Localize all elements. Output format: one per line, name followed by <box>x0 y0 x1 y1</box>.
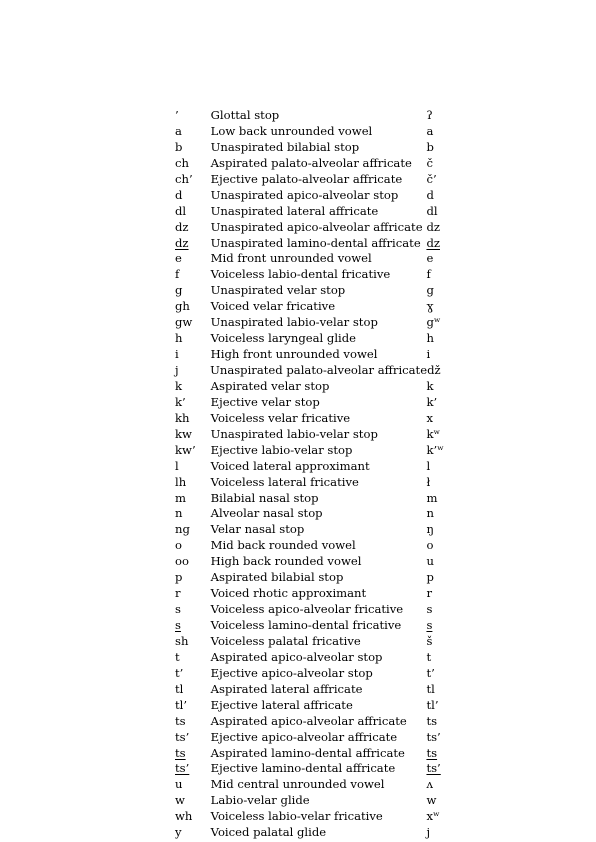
orthography-cell <box>175 427 211 443</box>
ipa-text: š <box>426 633 433 648</box>
table-row <box>175 506 465 522</box>
table-row <box>175 315 465 331</box>
table-row <box>175 108 465 124</box>
ipa-text: j <box>426 825 431 840</box>
table-row <box>175 283 465 299</box>
ipa-cell <box>426 491 465 507</box>
ipa-text: ts’ <box>426 729 441 744</box>
ipa-text: m <box>426 490 438 505</box>
orthography-text: k <box>175 378 183 393</box>
ipa-text: dž <box>427 363 441 377</box>
ipa-cell <box>426 554 465 570</box>
orthography-cell <box>175 602 211 618</box>
orthography-text: g <box>175 283 183 298</box>
description-cell: Ejective velar stop <box>210 394 320 409</box>
table-row <box>175 714 465 730</box>
table-row <box>175 538 465 554</box>
ipa-text: ʔ <box>426 108 433 122</box>
ipa-cell <box>426 475 465 491</box>
description-cell: Voiceless laryngeal glide <box>210 331 357 346</box>
table-row <box>175 204 465 220</box>
orthography-text: sh <box>175 633 189 648</box>
description-cell: Voiced rhotic approximant <box>210 586 367 601</box>
description-cell: Aspirated lateral affricate <box>210 681 363 696</box>
description-cell: Mid back rounded vowel <box>210 538 356 553</box>
table-row <box>175 650 465 666</box>
table-row <box>175 682 465 698</box>
ipa-cell <box>426 347 465 363</box>
phoneme-table <box>175 108 465 841</box>
ipa-cell <box>426 570 465 586</box>
ipa-text: ŋ <box>426 522 434 537</box>
orthography-text: dz <box>175 235 189 250</box>
table-row <box>175 730 465 746</box>
orthography-text: e <box>175 251 182 266</box>
ipa-cell <box>426 761 465 777</box>
table-row <box>175 443 465 459</box>
orthography-text: l <box>175 458 179 473</box>
table-row <box>175 347 465 363</box>
ipa-cell <box>427 363 465 379</box>
orthography-text: lh <box>175 474 187 489</box>
orthography-cell <box>175 666 211 682</box>
description-cell: Alveolar nasal stop <box>210 506 323 521</box>
orthography-cell <box>175 809 211 825</box>
orthography-cell <box>175 682 211 698</box>
orthography-text: d <box>175 187 183 202</box>
description-cell: Unaspirated apico-alveolar stop <box>210 187 399 202</box>
description-cell: Ejective labio-velar stop <box>210 442 353 457</box>
table-row <box>175 124 465 140</box>
orthography-text: tl <box>175 681 184 696</box>
table-row <box>175 411 465 427</box>
orthography-text: t’ <box>175 665 184 680</box>
orthography-cell <box>175 618 211 634</box>
orthography-cell <box>175 236 211 252</box>
orthography-text: ts’ <box>175 761 190 776</box>
orthography-text: s <box>175 602 181 617</box>
ipa-text: n <box>426 506 434 521</box>
ipa-cell <box>426 825 465 841</box>
orthography-text: o <box>175 538 182 553</box>
orthography-cell <box>175 491 211 507</box>
ipa-cell <box>426 746 465 762</box>
orthography-text: gw <box>175 315 193 330</box>
orthography-text: ch’ <box>175 171 193 186</box>
ipa-cell <box>426 634 465 650</box>
ipa-cell <box>426 124 465 140</box>
table-row <box>175 825 465 841</box>
table-row <box>175 172 465 188</box>
ipa-text: p <box>426 570 434 585</box>
table-row <box>175 554 465 570</box>
ipa-text: t’ <box>426 665 435 680</box>
description-cell: Voiceless labio-dental fricative <box>210 267 391 282</box>
orthography-cell <box>175 188 211 204</box>
description-cell: Unaspirated palato-alveolar affricate <box>210 363 428 377</box>
ipa-cell <box>426 793 465 809</box>
orthography-text: ts’ <box>175 729 190 744</box>
table-row <box>175 267 465 283</box>
description-cell: Ejective lateral affricate <box>210 697 353 712</box>
orthography-text: h <box>175 331 183 346</box>
orthography-text: oo <box>175 554 189 569</box>
ipa-cell <box>426 108 465 124</box>
table-row <box>175 777 465 793</box>
ipa-text: tl’ <box>426 697 439 712</box>
ipa-cell <box>426 809 465 825</box>
ipa-text: ʌ <box>426 777 434 792</box>
description-cell: Aspirated apico-alveolar affricate <box>210 713 407 728</box>
ipa-cell <box>426 379 465 395</box>
table-row <box>175 140 465 156</box>
ipa-cell <box>426 267 465 283</box>
table-row <box>175 618 465 634</box>
description-cell: Unaspirated labio-velar stop <box>210 426 378 441</box>
table-row <box>175 299 465 315</box>
description-cell: Voiceless lamino-dental fricative <box>210 618 402 632</box>
orthography-text: kw’ <box>175 442 196 457</box>
orthography-cell <box>175 331 211 347</box>
orthography-text: b <box>175 139 183 154</box>
ipa-text: dz <box>426 235 440 250</box>
description-cell: High front unrounded vowel <box>210 347 378 362</box>
orthography-text: s <box>175 618 181 632</box>
ipa-text: s <box>426 602 433 617</box>
ipa-cell <box>426 427 465 443</box>
orthography-cell <box>175 698 211 714</box>
table-row <box>175 491 465 507</box>
description-cell: Glottal stop <box>210 108 280 122</box>
ipa-text: w <box>426 793 437 808</box>
ipa-text: d <box>426 187 434 202</box>
table-row <box>175 156 465 172</box>
ipa-cell <box>426 459 465 475</box>
ipa-text: k’ʷ <box>426 442 444 457</box>
ipa-text: č’ <box>426 171 437 186</box>
ipa-text: o <box>426 538 434 553</box>
table-row <box>175 809 465 825</box>
orthography-cell <box>175 538 211 554</box>
description-cell: Bilabial nasal stop <box>210 490 319 505</box>
orthography-cell <box>175 459 211 475</box>
orthography-cell <box>175 172 211 188</box>
description-cell: Unaspirated apico-alveolar affricate <box>210 219 423 234</box>
table-row <box>175 188 465 204</box>
ipa-cell <box>426 650 465 666</box>
description-cell: Unaspirated labio-velar stop <box>210 315 378 330</box>
description-cell: Voiceless apico-alveolar fricative <box>210 602 404 617</box>
ipa-text: u <box>426 554 434 569</box>
orthography-text: p <box>175 570 183 585</box>
ipa-cell <box>426 236 465 252</box>
orthography-text: t <box>175 649 180 664</box>
orthography-text: ch <box>175 155 189 170</box>
ipa-cell <box>426 251 465 267</box>
orthography-text: y <box>175 825 182 840</box>
orthography-cell <box>175 395 211 411</box>
table-row <box>175 331 465 347</box>
table-row <box>175 395 465 411</box>
ipa-text: ts <box>426 745 438 760</box>
table-row <box>175 602 465 618</box>
description-cell: Aspirated apico-alveolar stop <box>210 649 383 664</box>
ipa-text: x <box>426 410 433 425</box>
ipa-text: ts’ <box>426 761 441 776</box>
description-cell: Aspirated velar stop <box>210 378 330 393</box>
ipa-cell <box>426 506 465 522</box>
orthography-cell <box>175 793 211 809</box>
table-row <box>175 793 465 809</box>
orthography-cell <box>175 730 211 746</box>
orthography-cell <box>175 379 211 395</box>
orthography-cell <box>175 522 211 538</box>
table-row <box>175 746 465 762</box>
orthography-cell <box>175 554 211 570</box>
ipa-cell <box>426 299 465 315</box>
ipa-cell <box>426 682 465 698</box>
description-cell: Voiceless labio-velar fricative <box>210 809 383 824</box>
ipa-cell <box>426 538 465 554</box>
ipa-text: r <box>426 586 432 601</box>
orthography-cell <box>175 156 211 172</box>
description-cell: Mid front unrounded vowel <box>210 251 372 266</box>
orthography-cell <box>175 825 211 841</box>
ipa-cell <box>426 411 465 427</box>
orthography-cell <box>175 570 211 586</box>
orthography-text: m <box>175 490 186 505</box>
description-cell: Voiceless lateral fricative <box>210 474 359 489</box>
orthography-cell <box>175 204 211 220</box>
description-cell: Voiced lateral approximant <box>210 458 370 473</box>
orthography-text: j <box>175 363 179 377</box>
description-cell: Low back unrounded vowel <box>210 123 373 138</box>
ipa-text: k’ <box>426 394 438 409</box>
description-cell: Unaspirated lateral affricate <box>210 203 379 218</box>
ipa-text: e <box>426 251 434 266</box>
table-row <box>175 251 465 267</box>
orthography-text: i <box>175 347 179 362</box>
description-cell: Aspirated lamino-dental affricate <box>210 745 405 760</box>
orthography-text: ng <box>175 522 190 537</box>
ipa-text: k <box>426 378 434 393</box>
orthography-text: ’ <box>175 108 179 122</box>
ipa-cell <box>426 618 465 634</box>
orthography-cell <box>175 443 211 459</box>
ipa-text: t <box>426 649 432 664</box>
orthography-cell <box>175 220 211 236</box>
ipa-text: č <box>426 155 433 170</box>
table-row <box>175 220 465 236</box>
description-cell: Unaspirated bilabial stop <box>210 139 360 154</box>
table-row <box>175 586 465 602</box>
orthography-cell <box>175 267 211 283</box>
orthography-text: u <box>175 777 183 792</box>
ipa-text: xʷ <box>426 809 440 824</box>
ipa-text: dz <box>426 219 440 234</box>
orthography-cell <box>175 586 211 602</box>
ipa-text: l <box>426 458 431 473</box>
ipa-cell <box>426 714 465 730</box>
orthography-cell <box>175 363 210 379</box>
orthography-text: k’ <box>175 394 186 409</box>
orthography-cell <box>175 650 211 666</box>
ipa-cell <box>426 331 465 347</box>
ipa-cell <box>426 140 465 156</box>
orthography-text: ts <box>175 745 186 760</box>
orthography-text: f <box>175 267 180 282</box>
ipa-cell <box>426 666 465 682</box>
table-row <box>175 236 465 252</box>
ipa-cell <box>426 204 465 220</box>
orthography-text: kh <box>175 410 190 425</box>
orthography-text: dl <box>175 203 187 218</box>
orthography-cell <box>175 411 211 427</box>
ipa-cell <box>426 283 465 299</box>
description-cell: Mid central unrounded vowel <box>210 777 385 792</box>
ipa-text: gʷ <box>426 315 441 330</box>
orthography-cell <box>175 315 211 331</box>
table-row <box>175 666 465 682</box>
orthography-cell <box>175 714 211 730</box>
table-row <box>175 698 465 714</box>
orthography-cell <box>175 347 211 363</box>
ipa-text: s <box>426 618 433 632</box>
ipa-cell <box>426 188 465 204</box>
ipa-text: i <box>426 347 431 362</box>
ipa-text: ts <box>426 713 438 728</box>
orthography-cell <box>175 251 211 267</box>
ipa-text: g <box>426 283 434 298</box>
orthography-cell <box>175 283 211 299</box>
table-row <box>175 427 465 443</box>
ipa-text: f <box>426 267 431 282</box>
description-cell: High back rounded vowel <box>210 554 362 569</box>
orthography-cell <box>175 506 211 522</box>
description-cell: Labio-velar glide <box>210 793 310 808</box>
ipa-text: ɣ <box>426 299 434 314</box>
ipa-text: b <box>426 139 434 154</box>
ipa-text: tl <box>426 681 435 696</box>
description-cell: Voiced velar fricative <box>210 299 336 314</box>
description-cell: Voiceless palatal fricative <box>210 633 361 648</box>
description-cell: Velar nasal stop <box>210 522 305 537</box>
ipa-text: kʷ <box>426 426 441 441</box>
table-row <box>175 761 465 777</box>
ipa-cell <box>426 156 465 172</box>
table-row <box>175 475 465 491</box>
orthography-text: r <box>175 586 181 601</box>
ipa-cell <box>426 315 465 331</box>
orthography-text: tl’ <box>175 697 188 712</box>
ipa-cell <box>426 443 465 459</box>
ipa-cell <box>426 602 465 618</box>
ipa-cell <box>426 172 465 188</box>
orthography-cell <box>175 140 211 156</box>
orthography-text: ts <box>175 713 186 728</box>
ipa-text: a <box>426 123 434 138</box>
orthography-text: kw <box>175 426 192 441</box>
orthography-text: dz <box>175 219 189 234</box>
orthography-text: a <box>175 123 182 138</box>
ipa-cell <box>426 220 465 236</box>
description-cell: Voiced palatal glide <box>210 825 327 840</box>
ipa-cell <box>426 522 465 538</box>
ipa-text: h <box>426 331 434 346</box>
description-cell: Ejective lamino-dental affricate <box>210 761 396 776</box>
ipa-cell <box>426 395 465 411</box>
description-cell: Unaspirated lamino-dental affricate <box>210 235 421 250</box>
orthography-text: gh <box>175 299 190 314</box>
ipa-cell <box>426 698 465 714</box>
orthography-text: w <box>175 793 185 808</box>
orthography-cell <box>175 299 211 315</box>
description-cell: Ejective apico-alveolar stop <box>210 665 373 680</box>
orthography-cell <box>175 777 211 793</box>
orthography-cell <box>175 475 211 491</box>
table-row <box>175 634 465 650</box>
description-cell: Aspirated palato-alveolar affricate <box>210 155 412 170</box>
table-row <box>175 570 465 586</box>
orthography-cell <box>175 634 211 650</box>
description-cell: Aspirated bilabial stop <box>210 570 344 585</box>
orthography-cell <box>175 108 211 124</box>
ipa-cell <box>426 777 465 793</box>
table-row <box>175 459 465 475</box>
orthography-text: n <box>175 506 183 521</box>
description-cell: Unaspirated velar stop <box>210 283 346 298</box>
ipa-cell <box>426 730 465 746</box>
table-row <box>175 379 465 395</box>
ipa-text: ł <box>426 474 431 489</box>
ipa-cell <box>426 586 465 602</box>
description-cell: Ejective apico-alveolar affricate <box>210 729 398 744</box>
description-cell: Ejective palato-alveolar affricate <box>210 171 403 186</box>
table-row <box>175 522 465 538</box>
table-row <box>175 363 465 379</box>
ipa-text: dl <box>426 203 438 218</box>
orthography-cell <box>175 746 211 762</box>
orthography-cell <box>175 124 211 140</box>
orthography-cell <box>175 761 211 777</box>
orthography-text: wh <box>175 809 193 824</box>
description-cell: Voiceless velar fricative <box>210 410 351 425</box>
